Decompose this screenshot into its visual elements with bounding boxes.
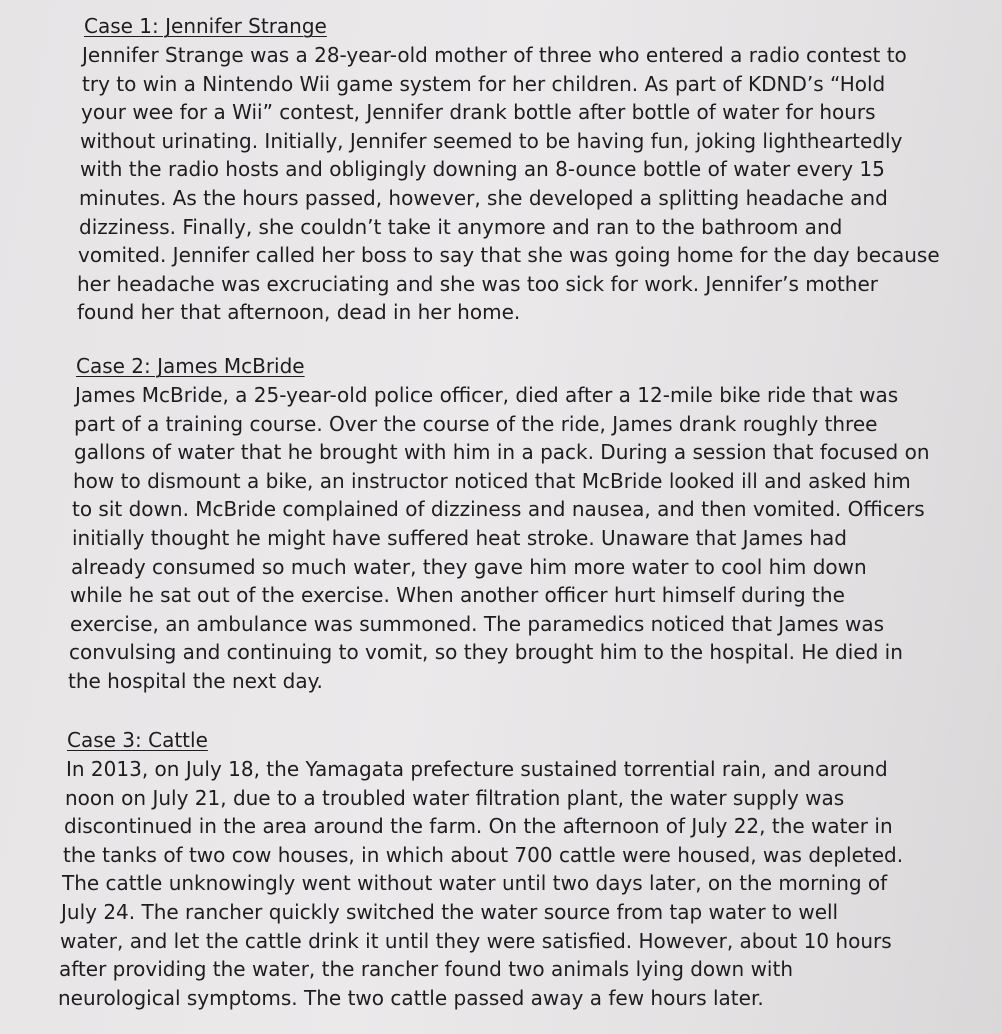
case-3-line: July 24. The rancher quickly switched the water source from tap water to well	[61, 899, 839, 924]
case-3-line: The cattle unknowingly went without water until two days later, on the morning of	[62, 871, 888, 896]
case-2-section	[0, 354, 1002, 696]
case-1-section	[0, 14, 1002, 327]
case-2-line: to sit down. McBride complained of dizziness and nausea, and then vomited. Officers	[72, 497, 925, 522]
case-2-line: initially thought he might have suffered heat stroke. Unaware that James had	[72, 525, 847, 550]
case-2-body	[0, 381, 1002, 696]
case-1-line: found her that afternoon, dead in her home.	[77, 300, 521, 325]
case-1-line: vomited. Jennifer called her boss to say that she was going home for the day because	[78, 243, 940, 268]
case-1-line: your wee for a Wii” contest, Jennifer drank bottle after bottle of water for hours	[81, 100, 876, 125]
case-2-line: already consumed so much water, they gave him more water to cool him down	[71, 554, 867, 579]
case-2-line: exercise, an ambulance was summoned. The paramedics noticed that James was	[70, 611, 885, 636]
case-1-line: Jennifer Strange was a 28-year-old mother of three who entered a radio contest to	[82, 43, 907, 67]
case-3-line: noon on July 21, due to a troubled water filtration plant, the water supply was	[65, 785, 845, 810]
case-3-line: after providing the water, the rancher found two animals lying down with	[59, 957, 793, 982]
case-2-title: Case 2: James McBride	[76, 354, 305, 378]
case-2-line: part of a training course. Over the course of the ride, James drank roughly three	[74, 411, 878, 436]
case-3-line: neurological symptoms. The two cattle passed away a few hours later.	[58, 985, 764, 1010]
case-1-line: without urinating. Initially, Jennifer seemed to be having fun, joking lightheartedly	[80, 128, 903, 153]
case-3-line: water, and let the cattle drink it until they were satisfied. However, about 10 hours	[60, 928, 892, 953]
case-3-body	[0, 755, 1002, 1012]
case-3-title: Case 3: Cattle	[67, 728, 208, 752]
case-1-line: her headache was excruciating and she was too sick for work. Jennifer’s mother	[77, 271, 879, 296]
case-1-line: minutes. As the hours passed, however, she developed a splitting headache and	[79, 185, 888, 210]
case-3-line: In 2013, on July 18, the Yamagata prefecture sustained torrential rain, and around	[66, 757, 888, 781]
case-2-line: convulsing and continuing to vomit, so they brought him to the hospital. He died in	[69, 640, 903, 665]
case-2-line: while he sat out of the exercise. When another officer hurt himself during the	[70, 583, 845, 608]
case-1-body	[0, 41, 1002, 327]
case-3-line: the tanks of two cow houses, in which about 700 cattle were housed, was depleted.	[63, 842, 904, 867]
case-2-line: gallons of water that he brought with him in a pack. During a session that focused on	[74, 440, 930, 465]
case-1-line: with the radio hosts and obligingly downing an 8-ounce bottle of water every 15	[80, 157, 885, 182]
case-1-title: Case 1: Jennifer Strange	[84, 14, 327, 38]
case-1-line: try to win a Nintendo Wii game system for her children. As part of KDND’s “Hold	[82, 71, 886, 96]
case-3-section	[0, 728, 1002, 1012]
case-1-line: dizziness. Finally, she couldn’t take it anymore and ran to the bathroom and	[79, 214, 843, 239]
case-2-line: James McBride, a 25-year-old police officer, died after a 12-mile bike ride that was	[75, 383, 899, 407]
case-3-line: discontinued in the area around the farm. On the afternoon of July 22, the water in	[64, 814, 893, 839]
case-2-line: how to dismount a bike, an instructor noticed that McBride looked ill and asked him	[73, 468, 911, 493]
case-2-line: the hospital the next day.	[68, 668, 323, 693]
